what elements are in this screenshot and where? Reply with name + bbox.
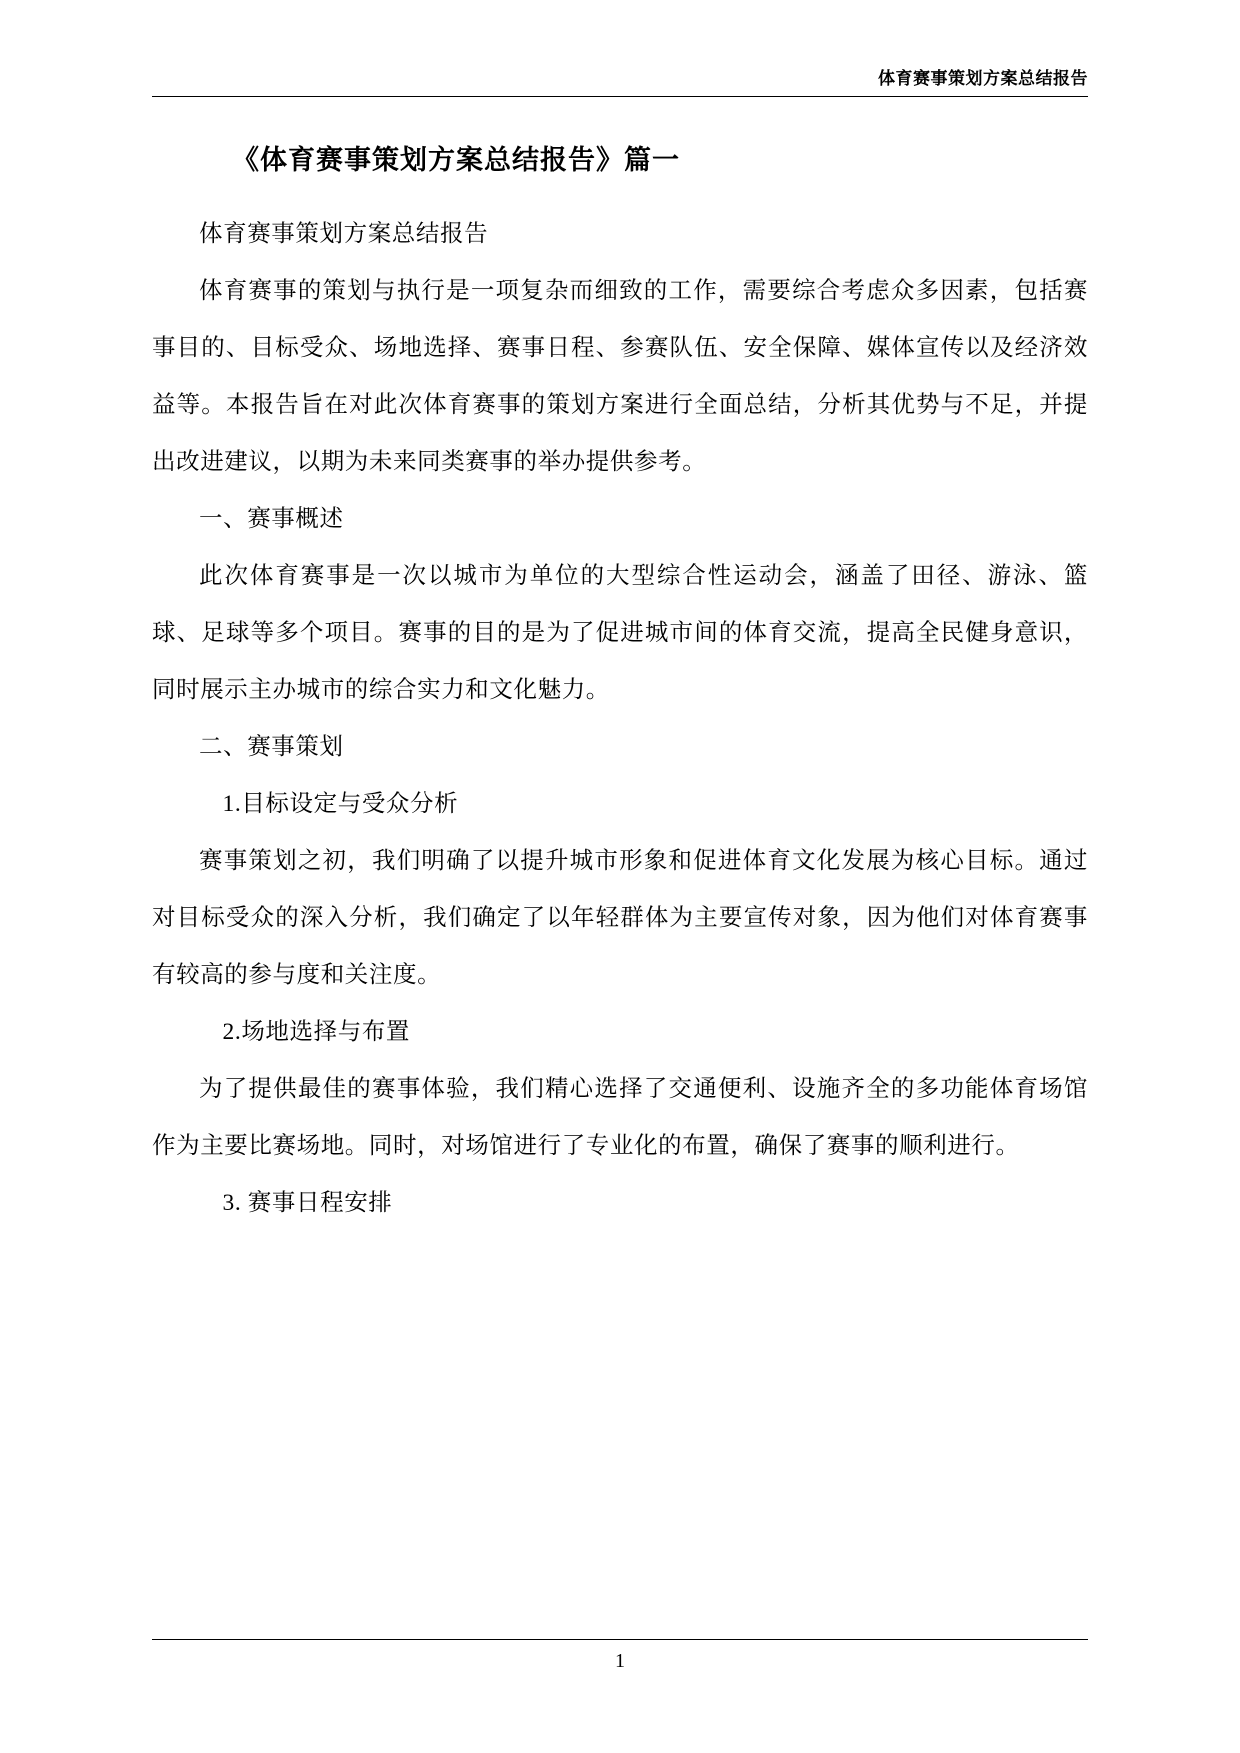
page-number: 1 xyxy=(615,1650,625,1672)
section-heading: 二、赛事策划 xyxy=(199,733,344,760)
paragraph: 为了提供最佳的赛事体验，我们精心选择了交通便利、设施齐全的多功能体育场馆作为主要比赛场地。同时，对场馆进行了专业化的布置，确保了赛事的顺利进行。 xyxy=(152,1075,1088,1159)
page-title: 《体育赛事策划方案总结报告》篇一 xyxy=(232,145,680,176)
section-heading: 一、赛事概述 xyxy=(199,505,344,532)
subsection-heading: 3. 赛事日程安排 xyxy=(222,1189,393,1216)
paragraph: 体育赛事的策划与执行是一项复杂而细致的工作，需要综合考虑众多因素，包括赛事目的、目标受众、场地选择、赛事日程、参赛队伍、安全保障、媒体宣传以及经济效益等。本报告旨在对此次体育赛事的策划方案进行全面总结，分析其优势与不足，并提出改进建议，以期为未来同类赛事的举办提供参考。 xyxy=(152,277,1088,475)
page-header xyxy=(152,64,1088,104)
page-footer xyxy=(152,1639,1088,1673)
paragraph: 赛事策划之初，我们明确了以提升城市形象和促进体育文化发展为核心目标。通过对目标受众的深入分析，我们确定了以年轻群体为主要宣传对象，因为他们对体育赛事有较高的参与度和关注度。 xyxy=(152,847,1088,988)
paragraph: 体育赛事策划方案总结报告 xyxy=(199,220,489,247)
subsection-heading: 2.场地选择与布置 xyxy=(222,1018,411,1045)
paragraph: 此次体育赛事是一次以城市为单位的大型综合性运动会，涵盖了田径、游泳、篮球、足球等多个项目。赛事的目的是为了促进城市间的体育交流，提高全民健身意识，同时展示主办城市的综合实力和文化魅力。 xyxy=(152,562,1088,703)
running-header-title: 体育赛事策划方案总结报告 xyxy=(878,69,1088,89)
subsection-heading: 1.目标设定与受众分析 xyxy=(222,790,459,817)
header-divider xyxy=(152,96,1088,97)
document-body xyxy=(152,128,1088,1232)
